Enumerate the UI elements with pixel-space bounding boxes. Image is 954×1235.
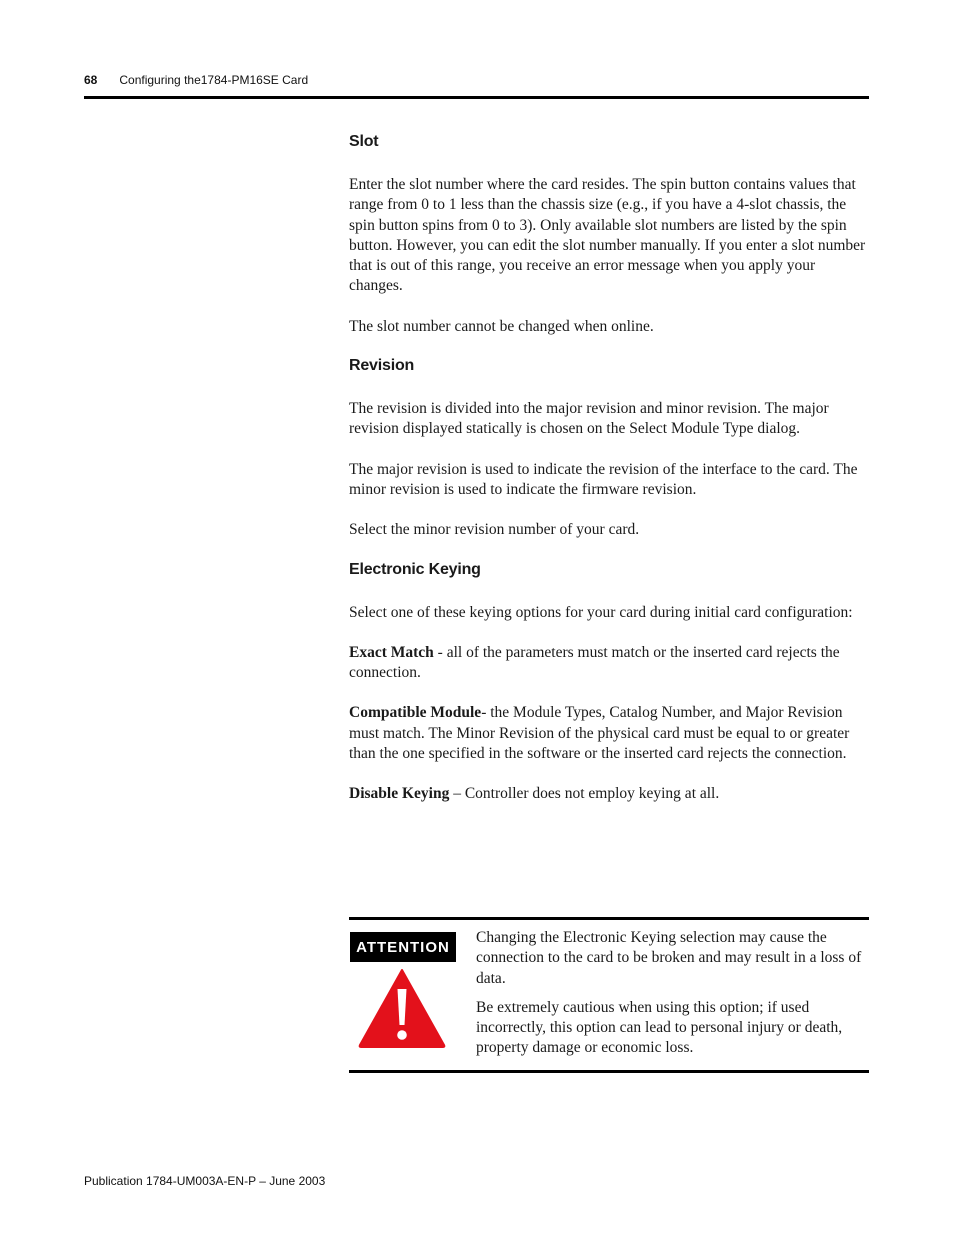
exact-match-desc: - all of the parameters must match or the inserted card rejects the connection. <box>349 643 840 682</box>
warning-triangle-icon <box>357 967 447 1049</box>
revision-paragraph-3: Select the minor revision number of your card. <box>349 521 640 539</box>
keying-exact-match <box>349 643 869 684</box>
page-number: 68 <box>84 73 98 87</box>
revision-paragraph-1: The revision is divided into the major revision and minor revision. The major revision displayed statically is chosen on the Select Module Type dialog. <box>349 400 829 438</box>
exclamation-dot <box>397 1030 407 1040</box>
header-rule <box>84 96 869 99</box>
compatible-module-term: Compatible Module <box>349 704 482 722</box>
keying-disable <box>349 784 869 804</box>
attention-badge: ATTENTION <box>350 932 456 962</box>
revision-heading: Revision <box>349 357 415 375</box>
keying-heading: Electronic Keying <box>349 560 481 578</box>
keying-intro: Select one of these keying options for your card during initial card configuration: <box>349 603 853 621</box>
keying-compatible-module <box>349 703 869 764</box>
section-revision <box>349 357 869 540</box>
disable-keying-desc: – Controller does not employ keying at all. <box>449 785 720 803</box>
slot-paragraph-1: Enter the slot number where the card resides. The spin button contains values that range from 0 to 1 less than the chassis size (e.g., if you have a 4-slot chassis, the spin button spins from 0 to 3). Only available slot numbers are listed by the spin button. However, you can edit the slot number manually. If you enter a slot number that is out of this range, you receive an error message when you apply your changes. <box>349 176 866 295</box>
disable-keying-term: Disable Keying <box>349 785 450 803</box>
slot-paragraph-2: The slot number cannot be changed when online. <box>349 317 654 335</box>
attention-box <box>349 917 869 1073</box>
attention-paragraph-1: Changing the Electronic Keying selection may cause the connection to the card to be broken and may result in a loss of data. <box>476 929 862 987</box>
main-content <box>349 133 869 825</box>
attention-text <box>476 928 871 1068</box>
running-header <box>84 73 308 87</box>
running-title: Configuring the1784-PM16SE Card <box>119 73 309 87</box>
publication-footer: Publication 1784-UM003A-EN-P – June 2003 <box>84 1174 326 1188</box>
slot-heading: Slot <box>349 133 379 150</box>
compatible-module-desc: - the Module Types, Catalog Number, and Major Revision must match. The Minor Revision of the physical card must be equal to or greater than the one specified in the software or the inserted card rejects the connection. <box>349 704 850 763</box>
section-electronic-keying <box>349 561 869 805</box>
exact-match-term: Exact Match <box>349 643 434 661</box>
attention-paragraph-2: Be extremely cautious when using this option; if used incorrectly, this option can lead to personal injury or death, property damage or economic loss. <box>476 998 843 1057</box>
section-slot <box>349 133 869 337</box>
revision-paragraph-2: The major revision is used to indicate the revision of the interface to the card. The minor revision is used to indicate the firmware revision. <box>349 460 858 498</box>
